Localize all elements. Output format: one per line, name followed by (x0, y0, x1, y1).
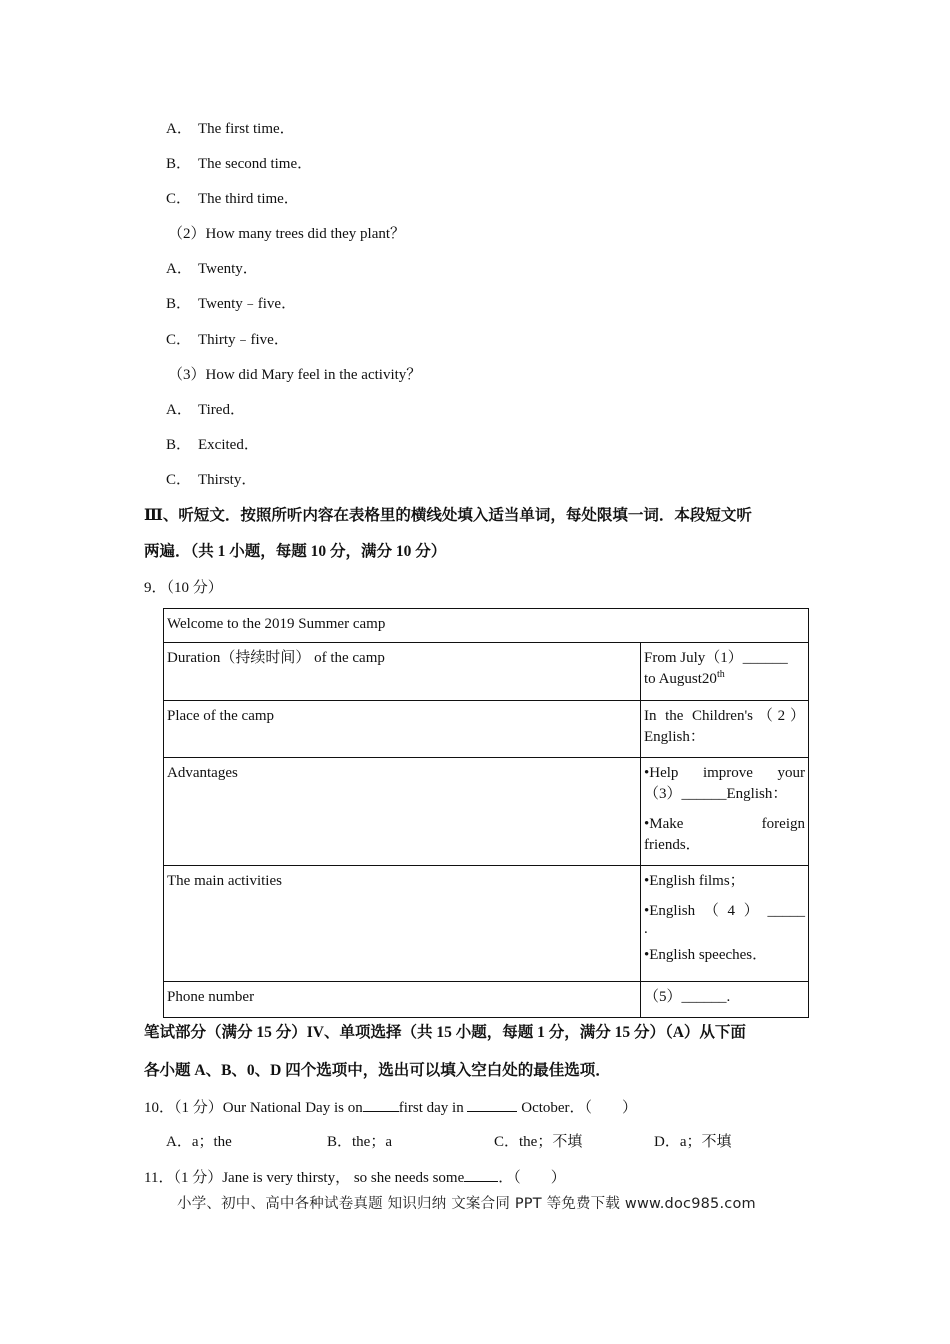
written-heading-line2: 各小题 A、B、0、D 四个选项中，选出可以填入空白处的最佳选项． (144, 1062, 611, 1079)
q1-option-a: A． The first time． (166, 121, 295, 137)
section3-heading-line1: Ⅲ、听短文．按照所听内容在表格里的横线处填入适当单词，每处限填一词．本段短文听 (144, 507, 752, 524)
duration-label: Duration（持续时间） of the camp (164, 643, 641, 701)
activities-label: The main activities (164, 866, 641, 982)
q2-option-c: C． Thirty﹣five． (166, 332, 289, 348)
phone-value: （5）______. (641, 982, 809, 1018)
q10-choice-d: D．a；不填 (654, 1134, 732, 1150)
written-heading-line1: 笔试部分（满分 15 分）IV、单项选择（共 15 小题，每题 1 分，满分 15 分）（A）从下面 (144, 1024, 746, 1041)
place-label: Place of the camp (164, 701, 641, 758)
table-row-activities (164, 866, 809, 982)
q2-option-b: B． Twenty﹣five． (166, 296, 297, 312)
q3-option-a: A． Tired． (166, 402, 245, 418)
table-row-duration (164, 643, 809, 701)
q3-option-c: C． Thirsty． (166, 472, 257, 488)
table-header-cell: Welcome to the 2019 Summer camp (164, 609, 809, 643)
table-row-phone (164, 982, 809, 1018)
q10-choice-a: A．a；the (166, 1134, 232, 1150)
activities-value: •English films； •English（4）_____ . •English speeches． (641, 866, 809, 982)
table-row-advantages (164, 758, 809, 866)
duration-value: From July（1）______ to August20th (641, 643, 809, 701)
q10-blank-2 (467, 1097, 517, 1112)
section3-heading-line2: 两遍．（共 1 小题，每题 10 分，满分 10 分） (144, 543, 447, 560)
q3-stem: （3）How did Mary feel in the activity？ (168, 367, 422, 383)
q11-stem: 11．（1 分）Jane is very thirsty， so she needs some ．（ ） (144, 1167, 566, 1187)
q10-stem: 10．（1 分）Our National Day is on first day in October．（ ） (144, 1097, 637, 1117)
footer-watermark-text: 小学、初中、高中各种试卷真题 知识归纳 文案合同 PPT 等免费下载 www.doc985.com (177, 1196, 756, 1212)
q3-option-b: B． Excited． (166, 437, 259, 453)
phone-label: Phone number (164, 982, 641, 1018)
table-header-row (164, 609, 809, 643)
q10-choice-c: C．the；不填 (494, 1134, 583, 1150)
q11-blank (464, 1167, 498, 1182)
table-row-place (164, 701, 809, 758)
q2-option-a: A． Twenty． (166, 261, 258, 277)
q10-choice-b: B．the；a (327, 1134, 392, 1150)
q2-stem: （2）How many trees did they plant？ (168, 226, 406, 242)
summer-camp-table (163, 608, 809, 1018)
q10-blank-1 (363, 1097, 399, 1112)
q1-option-c: C． The third time． (166, 191, 299, 207)
advantages-value: •Help improve your （3）______English： •Make foreign friends． (641, 758, 809, 866)
advantages-label: Advantages (164, 758, 641, 866)
q9-label: 9．（10 分） (144, 580, 223, 596)
place-value: In the Children's（2） English： (641, 701, 809, 758)
q1-option-b: B． The second time． (166, 156, 313, 172)
